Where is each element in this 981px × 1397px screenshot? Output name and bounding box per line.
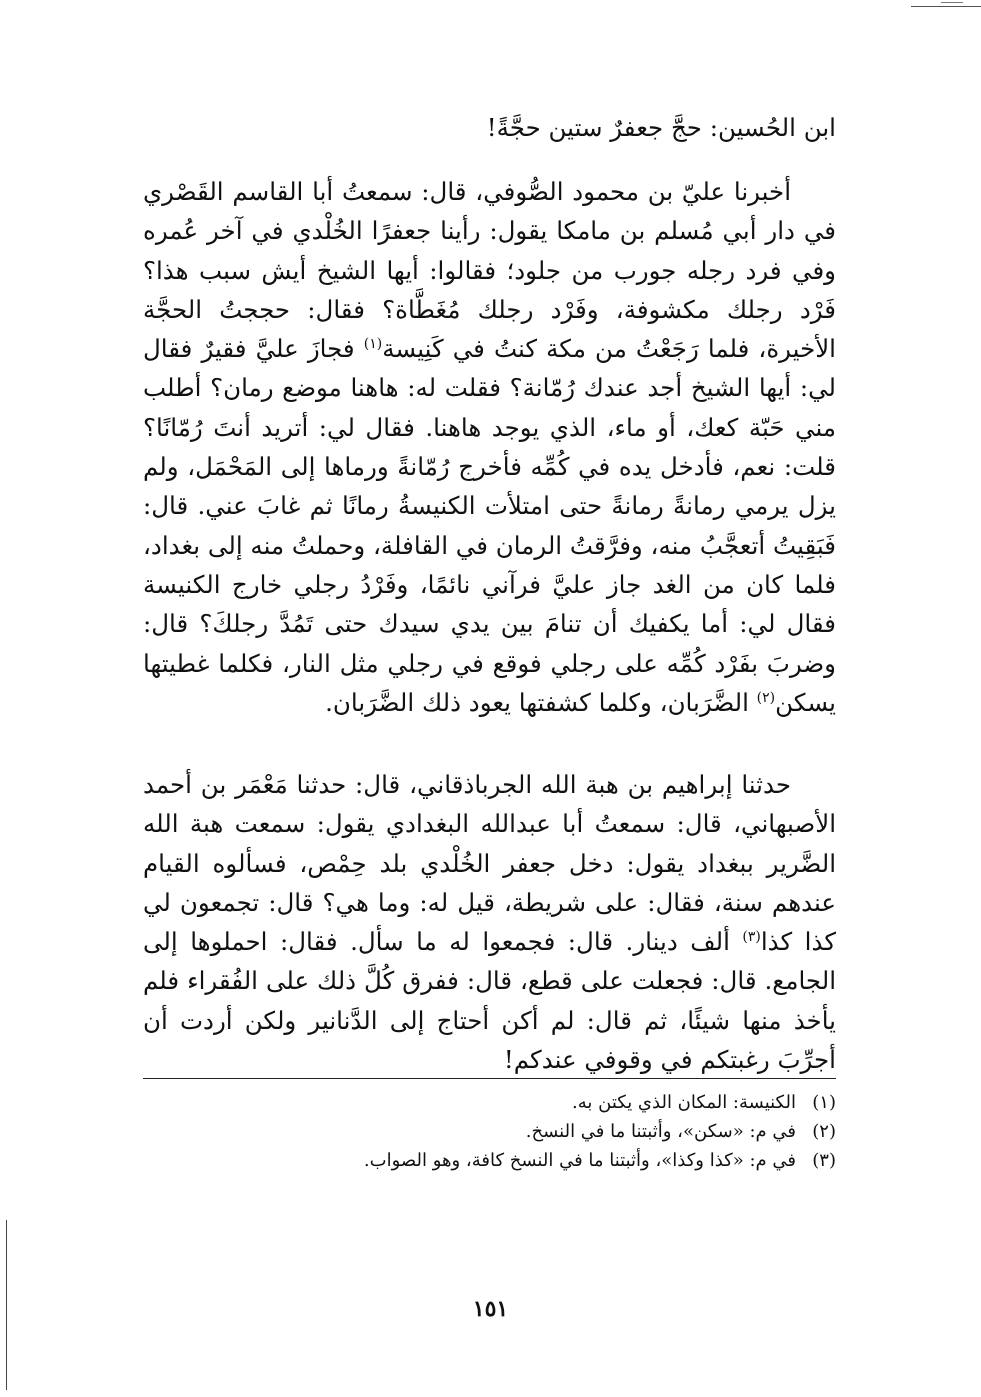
paragraph-2-text (143, 765, 836, 1079)
footnotes (143, 1088, 836, 1175)
paragraph-2-part-1: حدثنا إبراهيم بن هبة الله الجرباذقاني، قال: حدثنا مَعْمَر بن أحمد الأصبهاني، قال: سمعتُ أبا عبدالله البغدادي يقول: سمعت هبة الله الضَّرير ببغداد يقول: دخل جعفر الخُلْدي بلد حِمْص، فسألوه القيام عندهم سنة، فقال: على شريطة، قيل له: وما هي؟ قال: تجمعون لي كذا كذا (143, 770, 837, 957)
footnote-1 (143, 1088, 836, 1117)
footnote-ref-1: (١) (363, 336, 383, 353)
paragraph-1-part-2: فجازَ عليَّ فقيرٌ فقال لي: أيها الشيخ أجد عندك رُمّانة؟ فقلت له: هاهنا موضع رمان؟ أطلب مني حَبّة كعك، أو ماء، الذي يوجد هاهنا. فقال لي: أتريد أنتَ رُمّانًا؟ قلت: نعم، فأدخل يده في كُمِّه فأخرج رُمّانةً ورماها إلى المَحْمَل، ولم يزل يرمي رمانةً رمانةً حتى امتلأت الكنيسةُ رمانًا ثم غابَ عني. قال: فَبَقِيتُ أتعجَّبُ منه، وفرَّقتُ الرمان في القافلة، وحملتُ منه إلى بغداد، فلما كان من الغد جاز عليَّ فرآني نائمًا، وفَرْدُ رجلي خارج الكنيسة فقال لي: أما يكفيك أن تنامَ بين يدي سيدك حتى تَمُدَّ رجلكَ؟ قال: وضربَ بفَرْد كُمِّه على رجلي فوقع في رجلي مثل النار، فكلما غطيتها يسكن (143, 334, 836, 717)
paragraph-1-part-1: أخبرنا عليّ بن محمود الصُّوفي، قال: سمعتُ أبا القاسم القَصْري في دار أبي مُسلم بن مامكا يقول: رأينا جعفرًا الخُلْدي في آخر عُمره وفي فرد رجله جورب من جلود؛ فقالوا: أيها الشيخ أيش سبب هذا؟ فَرْد رجلك مكشوفة، وفَرْد رجلك مُغَطَّاة؟ فقال: حججتُ الحجَّة الأخيرة، فلما رَجَعْتُ من مكة كنتُ في كَنِيسة (143, 177, 836, 364)
paragraph-2 (143, 765, 836, 1079)
footnote-number: (٣) (812, 1150, 836, 1171)
footnote-text: الكنيسة: المكان الذي يكتن به. (572, 1092, 796, 1113)
footnote-ref-3: (٣) (742, 929, 761, 946)
footnote-number: (٢) (812, 1121, 836, 1142)
footnote-2 (143, 1117, 836, 1146)
footnote-3 (143, 1146, 836, 1175)
paragraph-1 (143, 172, 836, 722)
footnote-number: (١) (812, 1092, 836, 1113)
footnote-separator (143, 1078, 836, 1079)
footnote-text: في م: «كذا وكذا»، وأثبتنا ما في النسخ كافة، وهو الصواب. (363, 1150, 796, 1171)
paragraph-2-part-2: ألف دينار. قال: فجمعوا له ما سأل. فقال: احملوها إلى الجامع. قال: فجعلت على قطع، قال: ففرق كُلَّ ذلك على الفُقراء فلم يأخذ منها شيئًا، ثم قال: لم أكن أحتاج إلى الدَّنانير ولكن أردت أن أجرِّبَ رغبتكم في وقوفي عندكم! (143, 927, 836, 1075)
scan-artifact-line (911, 6, 981, 7)
footnote-ref-2: (٢) (756, 689, 776, 706)
opening-line: ابن الحُسين: حجَّ جعفرٌ ستين حجَّةً! (486, 113, 836, 142)
scan-artifact-line (941, 2, 963, 3)
page-number: ١٥١ (472, 1296, 509, 1322)
footnote-text: في م: «سكن»، وأثبتنا ما في النسخ. (525, 1121, 796, 1142)
paragraph-1-part-3: الضَّرَبان، وكلما كشفتها يعود ذلك الضَّرَبان. (325, 687, 757, 717)
paragraph-1-text (143, 172, 836, 722)
